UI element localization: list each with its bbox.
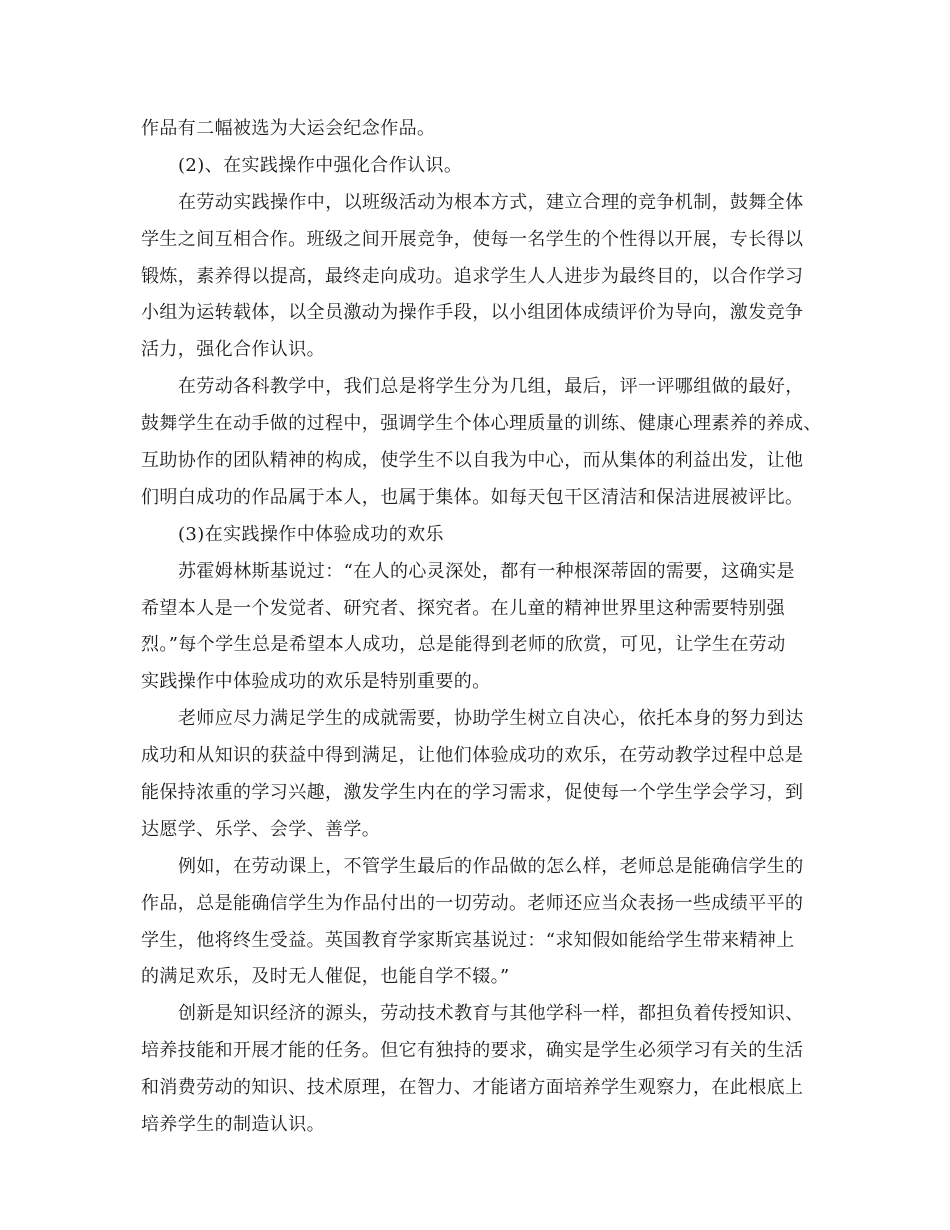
text-line: 活力，强化合作认识。: [141, 339, 325, 361]
text-line: 和消费劳动的知识、技术原理，在智力、才能诸方面培养学生观察力，在此根底上: [141, 1077, 804, 1099]
paragraph-first-line: 老师应尽力满足学生的成就需要，协助学生树立自决心，依托本身的努力到达: [178, 708, 804, 730]
text-line: 小组为运转载体，以全员激动为操作手段，以小组团体成绩评价为导向，激发竞争: [141, 302, 804, 324]
text-line: 成功和从知识的获益中得到满足，让他们体验成功的欢乐，在劳动教学过程中总是: [141, 745, 804, 767]
text-line: 作品，总是能确信学生为作品付出的一切劳动。老师还应当众表扬一些成绩平平的: [141, 892, 804, 914]
paragraph-first-line: 例如，在劳动课上，不管学生最后的作品做的怎么样，老师总是能确信学生的: [178, 855, 804, 877]
paragraph-first-line: 在劳动实践操作中，以班级活动为根本方式，建立合理的竞争机制，鼓舞全体: [178, 191, 804, 213]
text-line: 达愿学、乐学、会学、善学。: [141, 818, 381, 840]
document-body: [141, 111, 821, 1144]
text-line: 作品有二幅被选为大运会纪念作品。: [141, 118, 436, 139]
text-line: 烈。”每个学生总是希望本人成功，总是能得到老师的欣赏，可见，让学生在劳动: [141, 634, 786, 656]
text-line: 学生之间互相合作。班级之间开展竞争，使每一名学生的个性得以开展，专长得以: [141, 228, 804, 250]
text-line: 们明白成功的作品属于本人，也属于集体。如每天包干区清洁和保洁进展被评比。: [141, 486, 804, 508]
section-heading: (2)、在实践操作中强化合作认识。: [178, 154, 463, 176]
paragraph-first-line: 在劳动各科教学中，我们总是将学生分为几组，最后，评一评哪组做的最好，: [178, 376, 804, 398]
paragraph-first-line: 苏霍姆林斯基说过：“在人的心灵深处，都有一种根深蒂固的需要，这确实是: [178, 560, 795, 582]
text-line: 鼓舞学生在动手做的过程中，强调学生个体心理质量的训练、健康心理素养的养成、: [141, 413, 822, 435]
paragraph-first-line: 创新是知识经济的源头，劳动技术教育与其他学科一样，都担负着传授知识、: [178, 1003, 804, 1025]
text-line: 培养学生的制造认识。: [141, 1114, 325, 1136]
text-line: 互助协作的团队精神的构成，使学生不以自我为中心，而从集体的利益出发，让他: [141, 450, 804, 472]
text-line: 实践操作中体验成功的欢乐是特别重要的。: [141, 671, 491, 693]
text-line: 锻炼，素养得以提高，最终走向成功。追求学生人人进步为最终目的，以合作学习: [141, 265, 804, 287]
text-line: 能保持浓重的学习兴趣，激发学生内在的学习需求，促使每一个学生学会学习，到: [141, 782, 804, 804]
section-heading: (3)在实践操作中体验成功的欢乐: [178, 523, 444, 545]
text-line: 希望本人是一个发觉者、研究者、探究者。在儿童的精神世界里这种需要特别强: [141, 597, 785, 619]
text-line: 的满足欢乐，及时无人催促，也能自学不辍。”: [141, 966, 510, 988]
text-line: 学生，他将终生受益。英国教育学家斯宾基说过：“求知假如能给学生带来精神上: [141, 929, 795, 951]
text-line: 培养技能和开展才能的任务。但它有独持的要求，确实是学生必须学习有关的生活: [141, 1040, 804, 1062]
